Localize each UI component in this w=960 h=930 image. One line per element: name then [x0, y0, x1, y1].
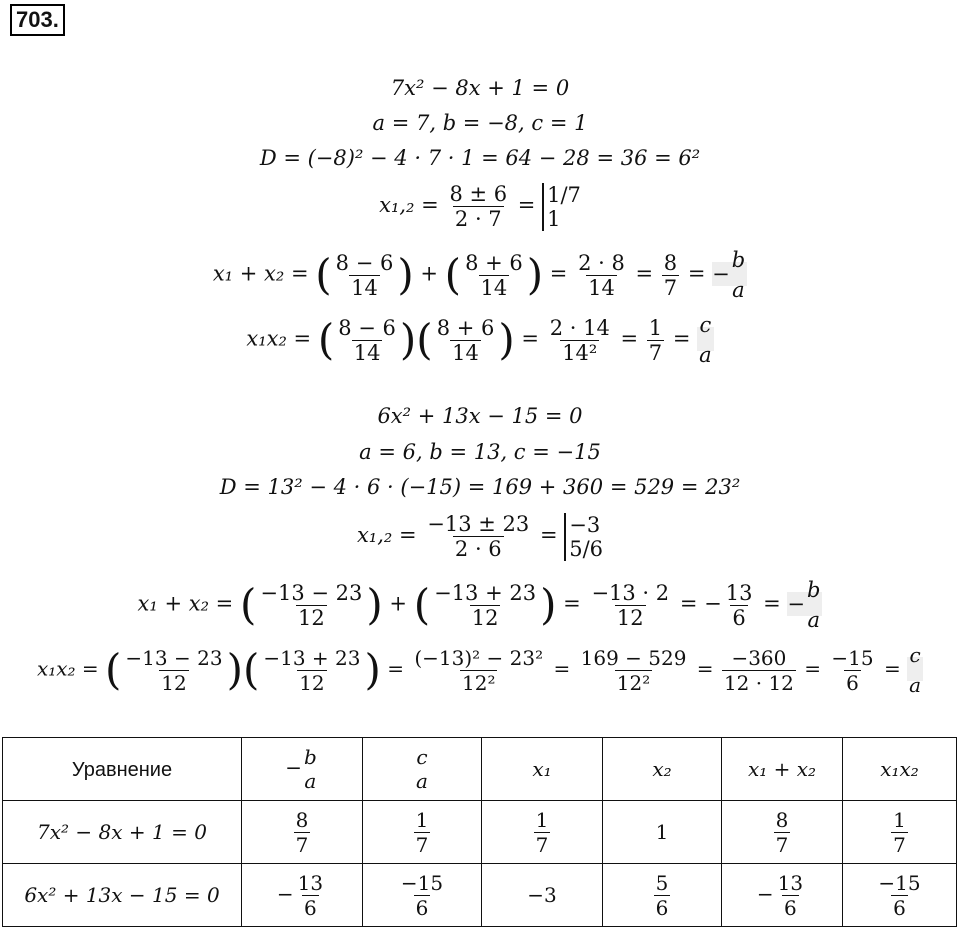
product-1: x₁x₂ = ( $\frac{8 - 6}{14}$ )( $\frac{8 + 6}{14}$ ) = $\frac{2 \cdot 14}{\text{14²}}$ = $\frac{1}{7}$ = c a: [246, 313, 712, 367]
roots-1: x₁,₂ = $\frac{8 \pm 6}{2 \cdot 7}$ = 1/7 1: [379, 182, 581, 231]
equation-2: 6x² + 13x − 15 = 0: [377, 404, 583, 428]
roots-bracket-1: 1/7 1: [542, 183, 581, 231]
discriminant-2: D = 13² − 4 · 6 · (−15) = 169 + 360 = 529 = 23²: [219, 475, 741, 499]
row2-product: $\frac{-15}{6}$: [843, 864, 957, 927]
problem-number: 703.: [10, 4, 65, 36]
equation-1: 7x² − 8x + 1 = 0: [390, 76, 570, 100]
row1-neg-b-over-a: $\frac{8}{7}$: [242, 801, 363, 864]
header-x2: x₂: [603, 738, 722, 801]
roots-2: x₁,₂ = $\frac{-13 \pm 23}{2 \cdot 6}$ = −3 5/6: [356, 512, 604, 561]
row2-x1: −3: [482, 864, 603, 927]
row1-x1: $\frac{1}{7}$: [482, 801, 603, 864]
header-neg-b-over-a: − b a: [242, 738, 363, 801]
row2-neg-b-over-a: − $\frac{13}{6}$: [242, 864, 363, 927]
summary-table: [2, 737, 957, 927]
header-x1: x₁: [482, 738, 603, 801]
table-header-row: [3, 738, 957, 801]
roots-bracket-2: −3 5/6: [564, 513, 603, 561]
row1-sum: $\frac{8}{7}$: [722, 801, 843, 864]
header-product: x₁x₂: [843, 738, 957, 801]
table-row: [3, 864, 957, 927]
header-c-over-a: c a: [363, 738, 482, 801]
sum-2: x₁ + x₂ = ( $\frac{-13 - 23}{12}$ ) + ( $\frac{-13 + 23}{12}$ ) = $\frac{-13 \cdot 2}{12}$ = − $\frac{13}{6}$ = − b a: [137, 578, 821, 632]
row2-x2: $\frac{5}{6}$: [603, 864, 722, 927]
coefficients-1: a = 7, b = −8, c = 1: [372, 111, 588, 135]
sum-1: x₁ + x₂ = ( $\frac{8 - 6}{14}$ ) + ( $\frac{8 + 6}{14}$ ) = $\frac{2 \cdot 8}{14}$ = $\frac{8}{7}$ = − b a: [212, 248, 746, 302]
header-sum: x₁ + x₂: [722, 738, 843, 801]
row1-c-over-a: $\frac{1}{7}$: [363, 801, 482, 864]
row2-sum: − $\frac{13}{6}$: [722, 864, 843, 927]
header-equation: Уравнение: [3, 738, 242, 801]
coefficients-2: a = 6, b = 13, c = −15: [359, 440, 601, 464]
product-2: x₁x₂ = ( $\frac{-13 - 23}{12}$ )( $\frac{-13 + 23}{12}$ ) = $\frac{\text{(−13)² − 23²}}{\text{12²}}$ = $\frac{169 - 529}{\text{12²}}$ = $\frac{-360}{12 \cdot 12}$ = $\frac{-15}{6}$ = c a: [36, 643, 922, 697]
row1-product: $\frac{1}{7}$: [843, 801, 957, 864]
row1-equation: 7x² − 8x + 1 = 0: [3, 801, 242, 864]
row1-x2: 1: [603, 801, 722, 864]
row2-equation: 6x² + 13x − 15 = 0: [3, 864, 242, 927]
table-row: [3, 801, 957, 864]
discriminant-1: D = (−8)² − 4 · 7 · 1 = 64 − 28 = 36 = 6²: [259, 146, 701, 170]
row2-c-over-a: $\frac{-15}{6}$: [363, 864, 482, 927]
